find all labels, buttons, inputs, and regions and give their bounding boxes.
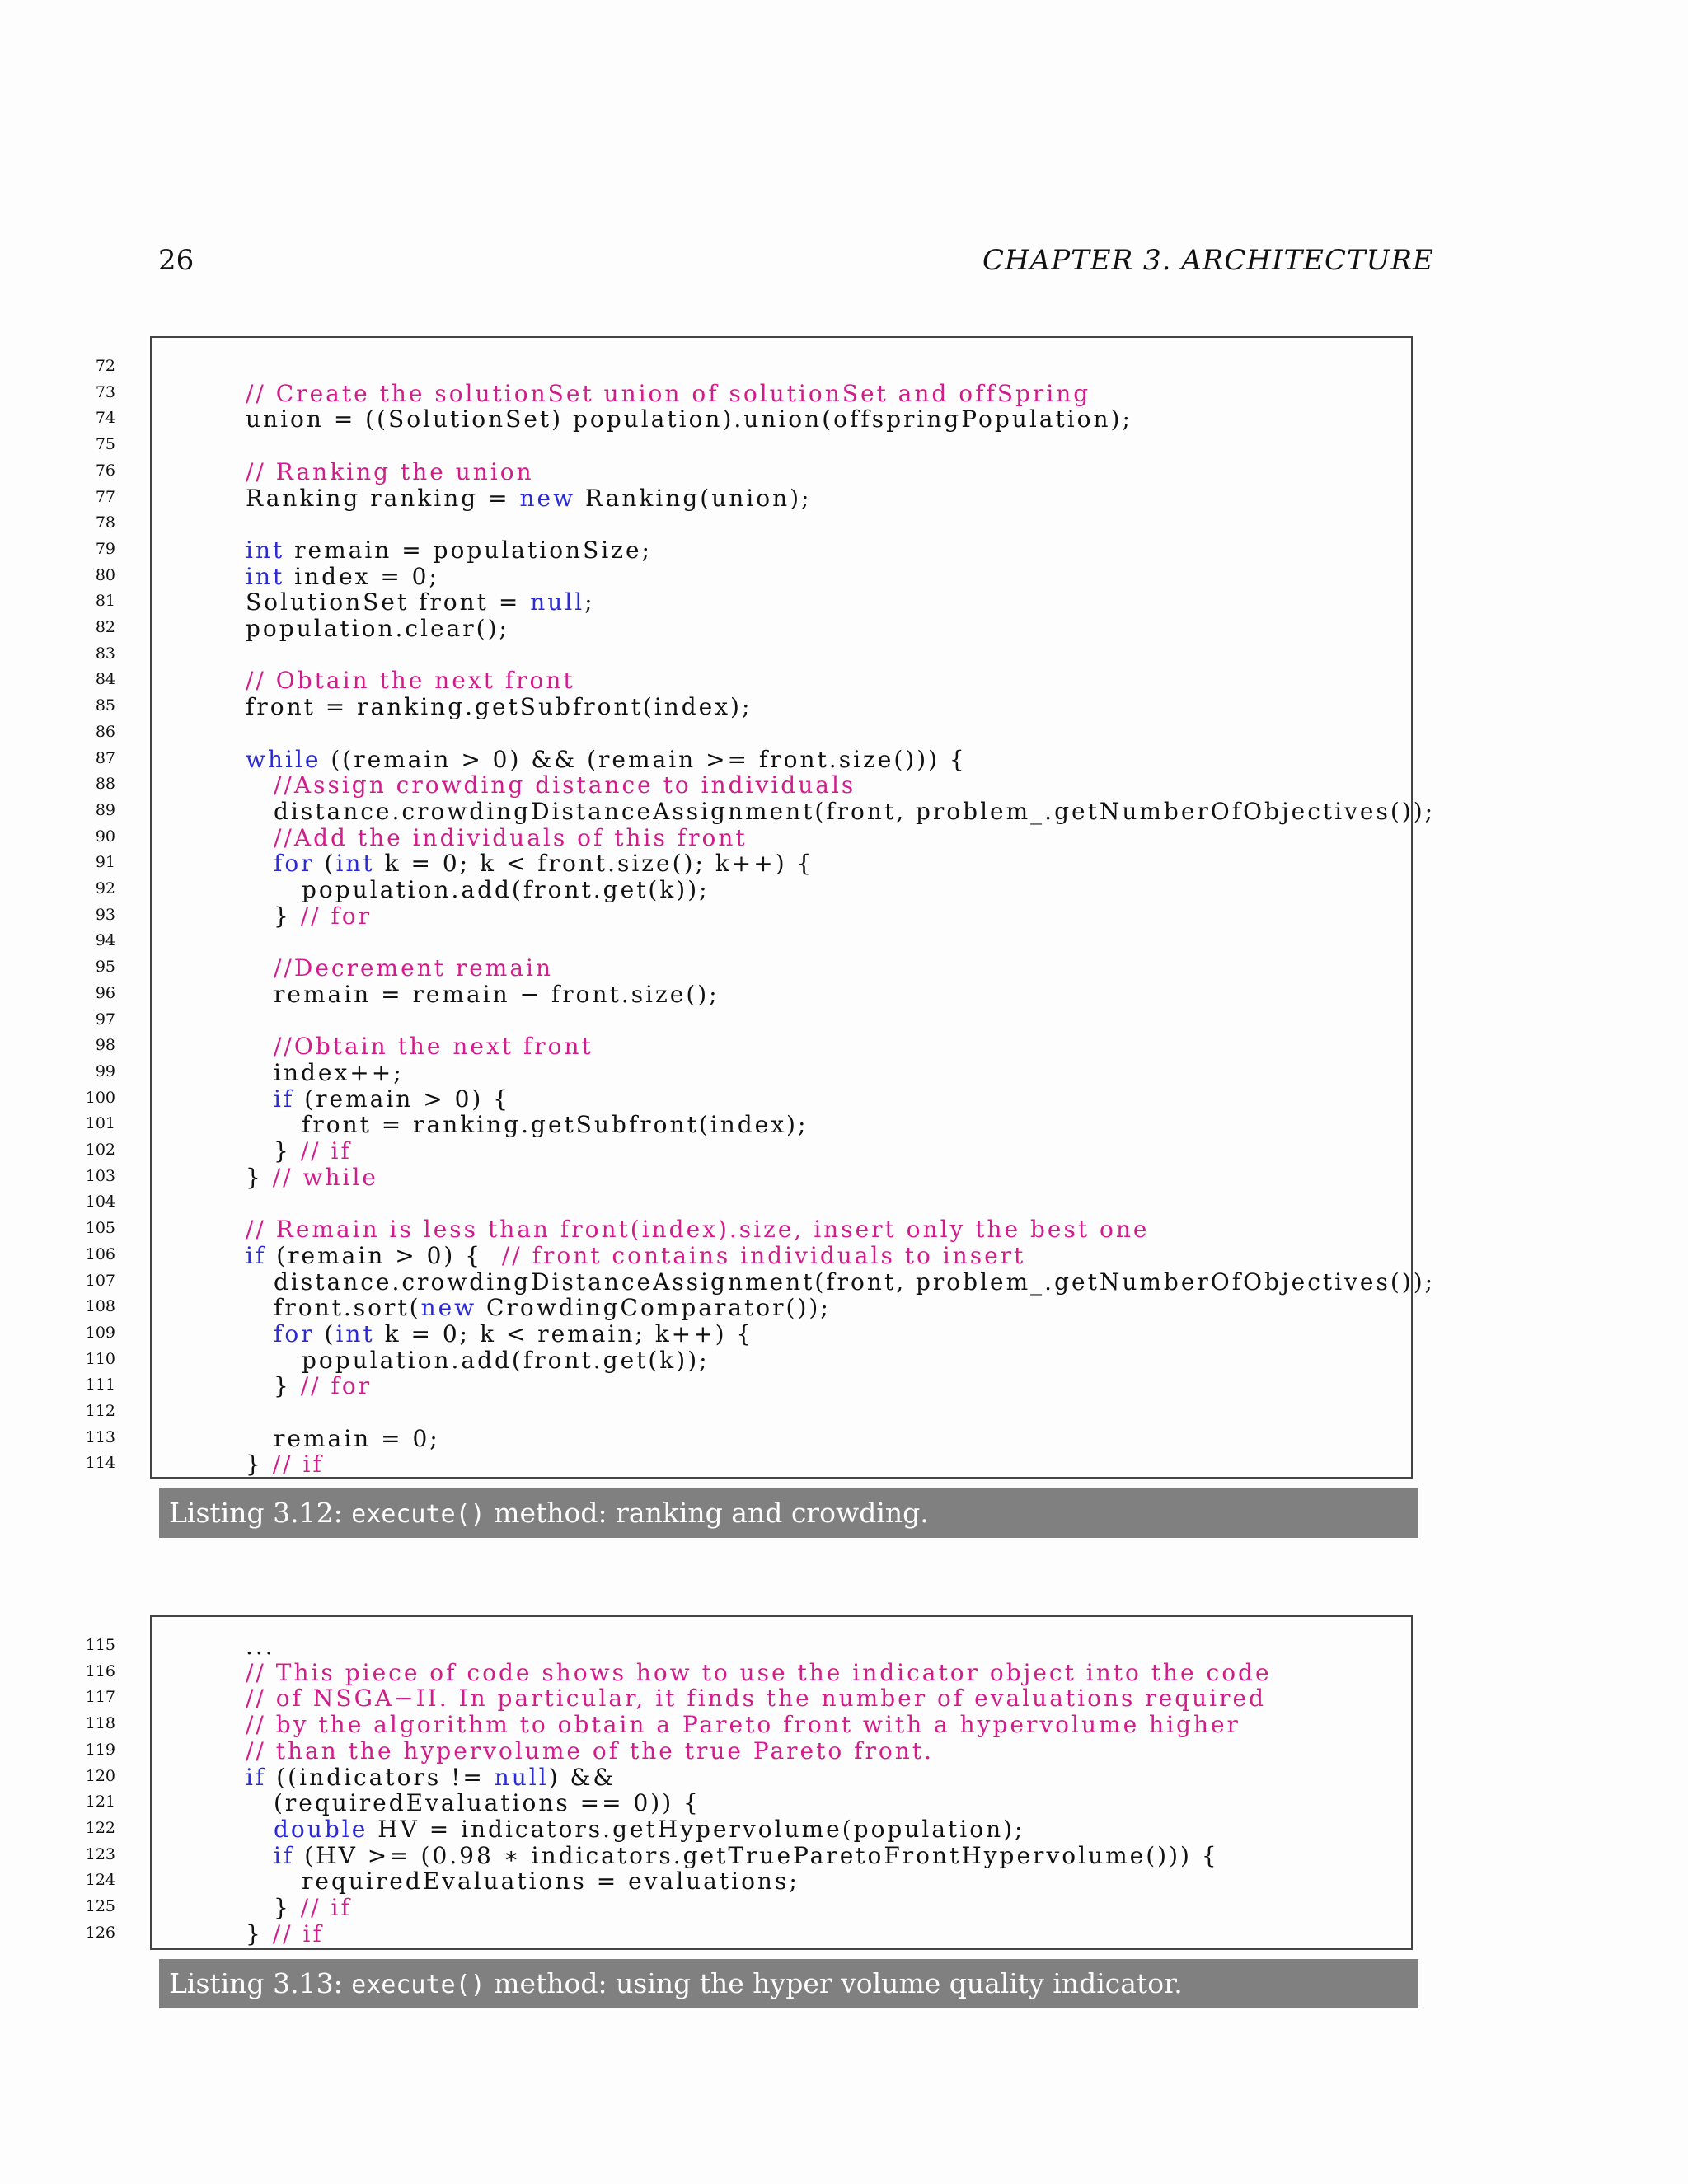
line-number: 80 <box>95 565 115 584</box>
code-line <box>274 1426 440 1452</box>
listing-3-13-caption <box>159 1959 1418 2008</box>
code-line <box>246 747 967 773</box>
line-number: 126 <box>85 1923 115 1942</box>
code-token-comment: // if <box>300 1137 352 1165</box>
line-number: 77 <box>95 487 115 506</box>
line-number: 122 <box>85 1818 115 1837</box>
code-token-plain: front = ranking.getSubfront(index); <box>246 693 753 721</box>
code-line <box>274 1373 372 1399</box>
line-number: 114 <box>85 1454 115 1473</box>
code-token-plain: CrowdingComparator()); <box>476 1294 831 1322</box>
line-number: 98 <box>95 1036 115 1055</box>
code-line <box>274 1895 352 1921</box>
code-token-keyword: if <box>274 1841 295 1869</box>
code-token-plain: index = 0; <box>284 562 439 590</box>
code-token-keyword: for <box>274 1319 315 1347</box>
code-token-keyword: for <box>274 850 315 878</box>
code-line <box>274 903 372 930</box>
code-line <box>246 668 575 694</box>
code-token-comment: // front contains individuals to insert <box>501 1241 1026 1269</box>
line-number: 112 <box>85 1402 115 1420</box>
code-token-comment: // Ranking the union <box>246 457 534 485</box>
code-token-keyword: int <box>246 562 285 590</box>
code-line <box>274 1816 1025 1843</box>
code-token-plain: requiredEvaluations = evaluations; <box>302 1868 799 1896</box>
code-token-plain: ... <box>246 1633 275 1660</box>
code-token-plain: Ranking(union); <box>575 484 812 512</box>
line-number: 81 <box>95 592 115 611</box>
code-line <box>246 694 752 720</box>
line-number: 123 <box>85 1844 115 1863</box>
code-line <box>246 589 595 616</box>
line-number: 99 <box>95 1062 115 1080</box>
caption-label: Listing 3.12: <box>169 1497 352 1529</box>
code-token-plain: front.sort( <box>274 1294 421 1322</box>
code-line <box>302 1347 710 1374</box>
code-token-keyword: new <box>519 484 576 512</box>
code-line <box>302 877 710 903</box>
line-number: 125 <box>85 1897 115 1915</box>
line-number: 116 <box>85 1661 115 1680</box>
line-number: 102 <box>85 1141 115 1159</box>
code-line <box>246 406 1132 433</box>
code-token-plain: ((remain > 0) && (remain >= front.size())) { <box>321 745 967 773</box>
code-line <box>274 851 814 877</box>
line-number: 101 <box>85 1114 115 1133</box>
line-number: 87 <box>95 748 115 767</box>
code-line <box>246 1738 934 1765</box>
line-number: 109 <box>85 1323 115 1342</box>
line-number: 111 <box>85 1376 115 1394</box>
code-token-plain: SolutionSet front = <box>246 588 531 616</box>
code-line <box>302 1868 799 1895</box>
code-line <box>246 1451 324 1478</box>
listing-3-12-caption <box>159 1488 1418 1538</box>
code-token-comment: // if <box>272 1919 324 1947</box>
line-number: 119 <box>85 1740 115 1759</box>
code-token-comment: // by the algorithm to obtain a Pareto front with a hypervolume higher <box>246 1711 1240 1739</box>
code-token-comment: //Obtain the next front <box>274 1033 593 1061</box>
code-token-plain: (requiredEvaluations == 0)) { <box>274 1789 701 1817</box>
line-number: 120 <box>85 1766 115 1785</box>
code-line <box>274 1033 593 1060</box>
caption-label: Listing 3.13: <box>169 1967 352 1999</box>
code-token-keyword: if <box>246 1241 267 1269</box>
code-token-plain: distance.crowdingDistanceAssignment(front, problem_.getNumberOfObjectives()); <box>274 797 1436 825</box>
line-number: 115 <box>85 1636 115 1654</box>
code-line <box>246 1165 378 1191</box>
line-number: 83 <box>95 644 115 663</box>
code-line <box>274 1321 753 1347</box>
code-line <box>246 485 812 512</box>
code-token-plain: index++; <box>274 1058 404 1086</box>
code-token-plain: remain = 0; <box>274 1424 440 1452</box>
caption-text: method: ranking and crowding. <box>485 1497 929 1529</box>
code-token-plain: remain = populationSize; <box>284 536 652 564</box>
page-number: 26 <box>158 244 195 277</box>
line-number: 82 <box>95 618 115 636</box>
line-number: 118 <box>85 1714 115 1733</box>
line-number: 106 <box>85 1244 115 1263</box>
line-number: 104 <box>85 1193 115 1212</box>
code-token-plain: } <box>246 1919 273 1947</box>
code-line <box>246 1685 1266 1712</box>
code-line <box>274 1060 404 1086</box>
code-token-keyword: int <box>335 1319 375 1347</box>
line-number: 103 <box>85 1166 115 1185</box>
code-line <box>246 616 509 642</box>
line-number: 107 <box>85 1271 115 1290</box>
code-token-plain: population.add(front.get(k)); <box>302 876 710 903</box>
line-number: 97 <box>95 1010 115 1029</box>
code-line <box>274 799 1435 825</box>
line-number: 90 <box>95 827 115 846</box>
code-token-comment: // than the hypervolume of the true Pareto front. <box>246 1736 934 1765</box>
code-listing-3-13 <box>85 1615 1413 1950</box>
code-line <box>246 459 534 485</box>
code-token-plain: } <box>274 1894 301 1921</box>
code-token-keyword: while <box>246 745 321 773</box>
line-number: 91 <box>95 853 115 872</box>
code-token-plain: k = 0; k < remain; k++) { <box>374 1319 754 1347</box>
code-token-comment: // if <box>272 1451 324 1479</box>
caption-code: execute() <box>351 1500 485 1529</box>
code-token-plain: ; <box>584 588 595 616</box>
code-token-plain: ) && <box>548 1763 617 1791</box>
line-number: 73 <box>95 382 115 401</box>
code-line <box>246 1216 1149 1243</box>
line-number: 95 <box>95 958 115 977</box>
code-token-plain: remain = remain − front.size(); <box>274 980 720 1008</box>
code-token-keyword: double <box>274 1815 368 1843</box>
code-token-comment: //Assign crowding distance to individuals <box>274 771 856 799</box>
code-token-comment: // Obtain the next front <box>246 667 575 695</box>
code-token-keyword: if <box>274 1085 295 1113</box>
code-line <box>246 1633 275 1660</box>
code-token-comment: // while <box>272 1163 378 1191</box>
code-token-plain: HV = indicators.getHypervolume(population); <box>368 1815 1025 1843</box>
code-token-keyword: if <box>246 1763 267 1791</box>
code-token-plain: front = ranking.getSubfront(index); <box>302 1111 809 1139</box>
code-line <box>246 537 652 564</box>
code-line <box>302 1112 808 1138</box>
code-token-plain: ( <box>314 1319 336 1347</box>
code-token-comment: // if <box>300 1894 352 1921</box>
line-number: 121 <box>85 1793 115 1811</box>
code-line <box>274 825 748 851</box>
code-token-plain: ( <box>314 850 336 878</box>
code-token-plain: } <box>274 1137 301 1165</box>
code-line <box>274 1295 831 1321</box>
code-token-comment: // of NSGA−II. In particular, it finds the number of evaluations required <box>246 1685 1267 1713</box>
code-token-plain: Ranking ranking = <box>246 484 520 512</box>
line-number: 100 <box>85 1088 115 1107</box>
code-line <box>246 381 1090 407</box>
line-number: 110 <box>85 1349 115 1368</box>
line-number: 85 <box>95 696 115 715</box>
line-number: 84 <box>95 670 115 689</box>
line-number: 78 <box>95 513 115 532</box>
code-token-plain: (remain > 0) { <box>266 1241 502 1269</box>
code-line <box>274 1086 510 1113</box>
line-number: 93 <box>95 905 115 924</box>
code-token-comment: // for <box>300 1372 373 1400</box>
code-line <box>246 564 439 590</box>
code-line <box>246 1243 1025 1269</box>
line-number: 79 <box>95 539 115 558</box>
caption-code: execute() <box>351 1971 485 1999</box>
code-token-plain: distance.crowdingDistanceAssignment(front, problem_.getNumberOfObjectives()); <box>274 1268 1436 1296</box>
code-token-plain: } <box>246 1451 273 1479</box>
code-token-comment: // This piece of code shows how to use the indicator object into the code <box>246 1658 1272 1686</box>
code-token-plain: population.clear(); <box>246 615 509 642</box>
code-token-plain: } <box>274 1372 301 1400</box>
line-number: 75 <box>95 435 115 454</box>
line-number: 105 <box>85 1219 115 1238</box>
line-number: 96 <box>95 983 115 1002</box>
code-token-plain: union = ((SolutionSet) population).union(offspringPopulation); <box>246 405 1132 434</box>
code-token-plain: } <box>246 1163 273 1191</box>
line-number: 89 <box>95 800 115 819</box>
line-number: 117 <box>85 1688 115 1707</box>
caption-text: method: using the hyper volume quality indicator. <box>485 1967 1183 1999</box>
code-line <box>274 1843 1219 1869</box>
code-line <box>274 1138 352 1165</box>
code-token-comment: // Create the solutionSet union of solutionSet and offSpring <box>246 379 1091 407</box>
code-line <box>274 982 720 1008</box>
line-number: 72 <box>95 357 115 375</box>
code-token-plain: (remain > 0) { <box>294 1085 511 1113</box>
code-line <box>246 1660 1272 1686</box>
line-number: 88 <box>95 775 115 794</box>
line-number: 113 <box>85 1427 115 1446</box>
code-line <box>274 772 856 799</box>
code-token-keyword: null <box>530 588 585 616</box>
code-line <box>246 1921 324 1947</box>
code-token-plain: (HV >= (0.98 ∗ indicators.getTrueParetoFrontHypervolume())) { <box>294 1841 1219 1869</box>
code-line <box>246 1712 1240 1738</box>
line-number: 86 <box>95 722 115 741</box>
code-line <box>274 1269 1435 1296</box>
code-token-comment: // for <box>300 902 373 930</box>
line-number: 94 <box>95 931 115 950</box>
code-listing-3-12 <box>85 336 1436 1479</box>
line-number: 108 <box>85 1297 115 1316</box>
line-number: 76 <box>95 461 115 480</box>
code-token-plain: ((indicators != <box>266 1763 495 1791</box>
code-token-comment: //Add the individuals of this front <box>274 823 748 851</box>
code-line <box>274 955 553 982</box>
code-token-keyword: int <box>246 536 285 564</box>
line-number: 92 <box>95 879 115 898</box>
line-number: 74 <box>95 409 115 428</box>
code-token-keyword: new <box>420 1294 477 1322</box>
chapter-title: CHAPTER 3. ARCHITECTURE <box>982 244 1434 277</box>
code-token-comment: //Decrement remain <box>274 954 554 982</box>
code-token-plain: } <box>274 902 301 930</box>
code-token-comment: // Remain is less than front(index).size, insert only the best one <box>246 1216 1150 1244</box>
code-line <box>274 1790 701 1816</box>
line-number: 124 <box>85 1871 115 1890</box>
code-token-plain: population.add(front.get(k)); <box>302 1346 710 1374</box>
code-token-keyword: null <box>494 1763 549 1791</box>
code-token-plain: k = 0; k < front.size(); k++) { <box>374 850 814 878</box>
code-line <box>246 1765 616 1791</box>
code-token-keyword: int <box>335 850 375 878</box>
